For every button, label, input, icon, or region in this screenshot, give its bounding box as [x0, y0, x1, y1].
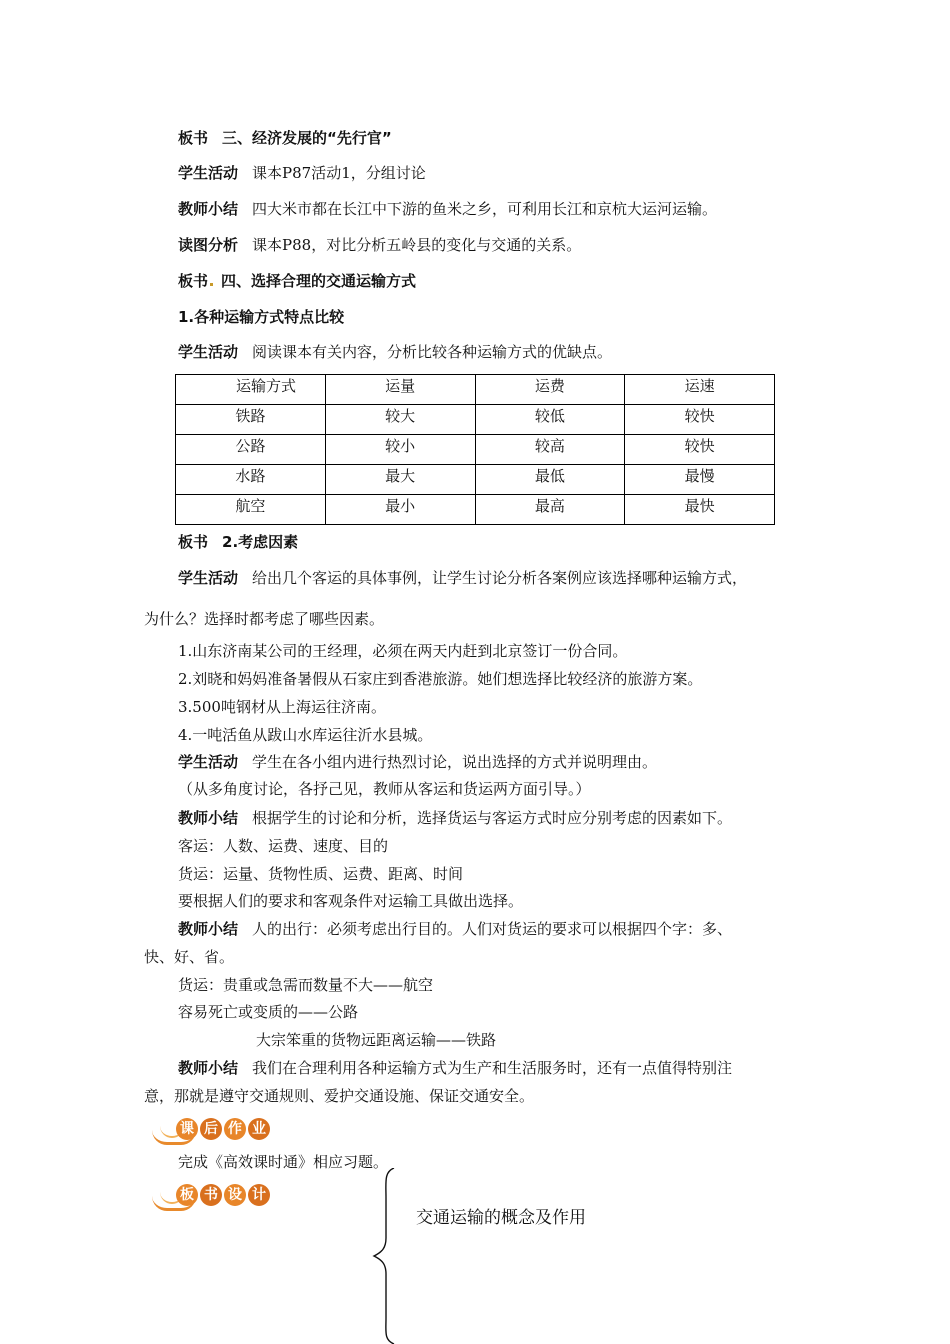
student-activity-3-cont: 为什么？选择时都考虑了哪些因素。 [144, 610, 385, 628]
table-cell: 水路 [176, 465, 326, 495]
subheading-comparison: 1.各种运输方式特点比较 [178, 308, 345, 326]
table-row [176, 495, 775, 525]
map-reading [178, 235, 581, 255]
homework-text: 完成《高效课时通》相应习题。 [178, 1153, 389, 1171]
table-row [176, 465, 775, 495]
table-cell: 较快 [625, 435, 775, 465]
table-cell: 最低 [475, 465, 625, 495]
table-cell: 较快 [625, 405, 775, 435]
passenger-factors: 客运：人数、运费、速度、目的 [178, 837, 389, 855]
banner-char: 设 [224, 1184, 246, 1206]
board-label: 板书 [178, 533, 209, 551]
banner-char: 作 [224, 1118, 246, 1140]
board-design-item: 交通运输的概念及作用 [416, 1208, 586, 1228]
case-item: 3.500吨钢材从上海运往济南。 [178, 698, 386, 716]
table-cell: 航空 [176, 495, 326, 525]
teacher-summary-4-cont: 意，那就是遵守交通规则、爱护交通设施、保证交通安全。 [144, 1087, 535, 1105]
table-row [176, 405, 775, 435]
activity-label: 学生活动 [178, 569, 239, 587]
activity-text: 给出几个客运的具体事例，让学生讨论分析各案例应该选择哪种运输方式， [252, 569, 748, 587]
banner-char: 计 [248, 1184, 270, 1206]
case-item: 1.山东济南某公司的王经理，必须在两天内赶到北京签订一份合同。 [178, 642, 628, 660]
table-cell: 较大 [325, 405, 475, 435]
discussion-note: （从多角度讨论，各抒己见，教师从客运和货运两方面引导。） [178, 780, 591, 798]
table-header-row [176, 375, 775, 405]
table-cell: 较高 [475, 435, 625, 465]
transport-comparison-table [175, 374, 775, 525]
banner-char: 书 [200, 1184, 222, 1206]
banner-char: 后 [200, 1118, 222, 1140]
table-cell: 公路 [176, 435, 326, 465]
freight-road: 容易死亡或变质的——公路 [178, 1003, 359, 1021]
accent-mark [210, 283, 213, 286]
summary-label: 教师小结 [178, 1059, 239, 1077]
table-header-cell: 运速 [625, 375, 775, 405]
freight-air: 货运：贵重或急需而数量不大——航空 [178, 976, 434, 994]
activity-text: 阅读课本有关内容，分析比较各种运输方式的优缺点。 [252, 343, 613, 361]
banner-char: 板 [176, 1184, 198, 1206]
banner-char: 课 [176, 1118, 198, 1140]
case-item: 4.一吨活鱼从跋山水库运往沂水县城。 [178, 726, 433, 744]
table-cell: 最高 [475, 495, 625, 525]
mapread-label: 读图分析 [178, 236, 239, 254]
table-header-cell: 运费 [475, 375, 625, 405]
board-heading-4 [178, 271, 416, 291]
summary-label: 教师小结 [178, 809, 239, 827]
summary-label: 教师小结 [178, 920, 239, 938]
student-activity-2 [178, 342, 612, 362]
board-label: 板书 [178, 129, 209, 147]
mapread-text: 课本P88，对比分析五岭县的变化与交通的关系。 [252, 236, 582, 254]
activity-text: 课本P87活动1，分组讨论 [252, 164, 426, 182]
table-cell: 最大 [325, 465, 475, 495]
student-activity-4 [178, 752, 657, 772]
student-activity-1 [178, 163, 426, 183]
activity-label: 学生活动 [178, 753, 239, 771]
table-cell: 铁路 [176, 405, 326, 435]
table-cell: 较低 [475, 405, 625, 435]
table-cell: 最快 [625, 495, 775, 525]
board-design-banner [152, 1182, 282, 1212]
banner-char: 业 [248, 1118, 270, 1140]
summary-label: 教师小结 [178, 200, 239, 218]
summary-text: 我们在合理利用各种运输方式为生产和生活服务时，还有一点值得特别注 [252, 1059, 733, 1077]
teacher-summary-1 [178, 199, 717, 219]
homework-banner [152, 1116, 282, 1146]
table-header-cell: 运输方式 [176, 375, 326, 405]
board-text: 三、经济发展的“先行官” [222, 129, 392, 147]
teacher-summary-3 [178, 919, 732, 939]
freight-factors: 货运：运量、货物性质、运费、距离、时间 [178, 865, 464, 883]
curly-brace [370, 1168, 410, 1344]
freight-rail: 大宗笨重的货物远距离运输——铁路 [256, 1031, 497, 1049]
choose-note: 要根据人们的要求和客观条件对运输工具做出选择。 [178, 892, 524, 910]
board-text: 2.考虑因素 [222, 533, 299, 551]
table-header-cell: 运量 [325, 375, 475, 405]
summary-text: 四大米市都在长江中下游的鱼米之乡，可利用长江和京杭大运河运输。 [252, 200, 718, 218]
table-cell: 最慢 [625, 465, 775, 495]
teacher-summary-2 [178, 808, 732, 828]
board-text: 四、选择合理的交通运输方式 [221, 272, 417, 290]
table-row [176, 435, 775, 465]
board-heading-factors [178, 532, 298, 552]
activity-text: 学生在各小组内进行热烈讨论，说出选择的方式并说明理由。 [252, 753, 658, 771]
summary-text: 根据学生的讨论和分析，选择货运与客运方式时应分别考虑的因素如下。 [252, 809, 733, 827]
teacher-summary-3-cont: 快、好、省。 [144, 948, 235, 966]
activity-label: 学生活动 [178, 343, 239, 361]
table-cell: 最小 [325, 495, 475, 525]
student-activity-3 [178, 568, 747, 588]
board-heading-3 [178, 128, 392, 148]
board-label: 板书 [178, 272, 209, 290]
case-item: 2.刘晓和妈妈准备暑假从石家庄到香港旅游。她们想选择比较经济的旅游方案。 [178, 670, 703, 688]
table-cell: 较小 [325, 435, 475, 465]
summary-text: 人的出行：必须考虑出行目的。人们对货运的要求可以根据四个字：多、 [252, 920, 733, 938]
activity-label: 学生活动 [178, 164, 239, 182]
teacher-summary-4 [178, 1058, 732, 1078]
